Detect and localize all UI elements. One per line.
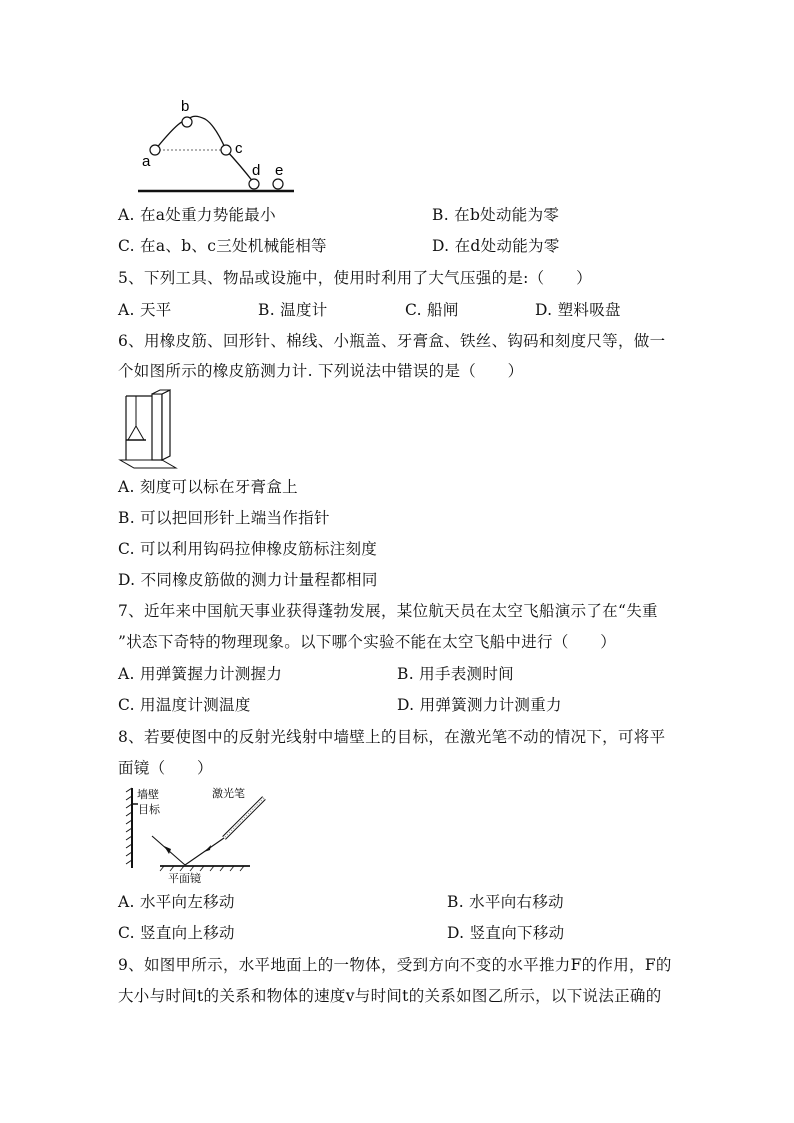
weight-pan (128, 426, 144, 440)
q9-stem-line1: 9、如图甲所示，水平地面上的一物体，受到方向不变的水平推力F的作用，F的 (118, 956, 672, 974)
ball-b (182, 117, 192, 127)
q5-option-c[interactable]: C. 船闸 (405, 301, 459, 319)
q6-option-d[interactable]: D. 不同橡皮筋做的测力计量程都相同 (118, 571, 378, 589)
q7-stem-line2: ”状态下奇特的物理现象。以下哪个实验不能在太空飞船中进行（ ） (118, 633, 617, 651)
q4-option-a[interactable]: A. 在a处重力势能最小 (118, 206, 276, 224)
label-c: c (235, 140, 243, 157)
mirror-label: 平面镜 (168, 873, 201, 885)
reflected-arrow (164, 846, 171, 854)
q5-stem: 5、下列工具、物品或设施中，使用时利用了大气压强的是:（ ） (118, 269, 592, 287)
q6-option-a[interactable]: A. 刻度可以标在牙膏盒上 (118, 478, 298, 496)
q8-option-a[interactable]: A. 水平向左移动 (118, 893, 235, 911)
q4-option-b[interactable]: B. 在b处动能为零 (432, 206, 560, 224)
rubber-band-meter-figure (118, 388, 182, 470)
label-b: b (181, 98, 190, 115)
ball-a (150, 145, 160, 155)
q6-option-b[interactable]: B. 可以把回形针上端当作指针 (118, 509, 330, 527)
q8-option-b[interactable]: B. 水平向右移动 (447, 893, 564, 911)
laser-pen-icon (224, 798, 264, 838)
label-e: e (275, 162, 284, 179)
q8-option-d[interactable]: D. 竖直向下移动 (447, 924, 565, 942)
q7-option-d[interactable]: D. 用弹簧测力计测重力 (397, 696, 562, 714)
q8-stem-line2: 面镜（ ） (118, 759, 213, 777)
incident-arrow (204, 845, 211, 852)
q5-option-d[interactable]: D. 塑料吸盘 (535, 301, 621, 319)
q6-option-c[interactable]: C. 可以利用钩码拉伸橡皮筋标注刻度 (118, 540, 378, 558)
ball-e (273, 179, 283, 189)
q4-option-c[interactable]: C. 在a、b、c三处机械能相等 (118, 237, 327, 255)
q7-option-c[interactable]: C. 用温度计测温度 (118, 696, 251, 714)
ball-d (249, 179, 259, 189)
label-d: d (252, 162, 261, 179)
box-front (152, 394, 162, 460)
q6-stem-line1: 6、用橡皮筋、回形针、棉线、小瓶盖、牙膏盒、铁丝、钩码和刻度尺等，做一 (118, 332, 666, 350)
q7-stem-line1: 7、近年来中国航天事业获得蓬勃发展，某位航天员在太空飞船演示了在“失重 (118, 602, 658, 620)
q8-stem-line1: 8、若要使图中的反射光线射中墙壁上的目标，在激光笔不动的情况下，可将平 (118, 728, 666, 746)
q5-option-a[interactable]: A. 天平 (118, 301, 172, 319)
q4-option-d[interactable]: D. 在d处动能为零 (432, 237, 560, 255)
target-label: 目标 (138, 804, 160, 816)
ball-c (221, 145, 231, 155)
laser-label: 激光笔 (212, 788, 245, 800)
mirror-laser-figure (118, 782, 278, 886)
base-plate (120, 460, 176, 468)
label-a: a (142, 153, 151, 170)
q7-option-a[interactable]: A. 用弹簧握力计测握力 (118, 665, 283, 683)
q9-stem-line2: 大小与时间t的关系和物体的速度v与时间t的关系如图乙所示，以下说法正确的 (118, 987, 662, 1005)
q5-option-b[interactable]: B. 温度计 (258, 301, 328, 319)
trajectory-figure (130, 95, 310, 195)
q8-option-c[interactable]: C. 竖直向上移动 (118, 924, 235, 942)
q6-stem-line2: 个如图所示的橡皮筋测力计. 下列说法中错误的是（ ） (118, 362, 524, 380)
q7-option-b[interactable]: B. 用手表测时间 (397, 665, 514, 683)
wall-label: 墙壁 (137, 789, 159, 801)
box-side (162, 390, 170, 460)
